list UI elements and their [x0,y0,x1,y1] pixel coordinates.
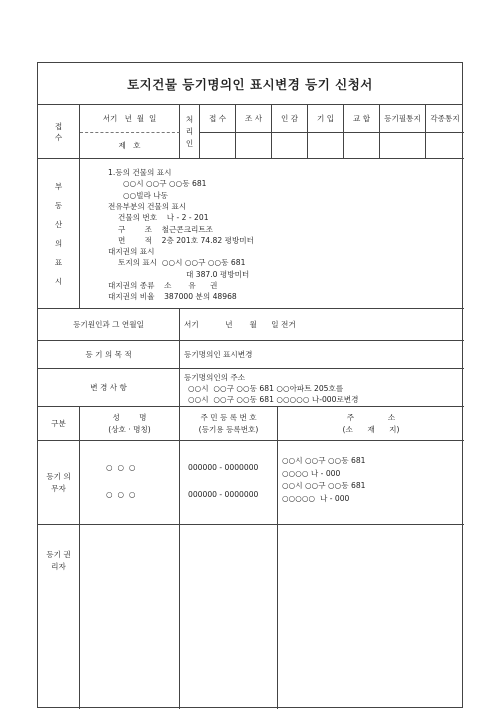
obligee-label-cell [38,525,80,709]
reception-column-header [380,105,426,133]
change-line: ○○시 ○○구 ○○동 681 ○○○○○ 나-000로변경 [188,395,359,404]
name-header-sub: (상호 · 명칭) [108,424,151,434]
reception-column-header [200,105,236,133]
property-line: 대 387.0 평방미터 [186,269,250,279]
change-line: ○○시 ○○구 ○○동 681 ○○아파트 205호를 [188,384,344,393]
obligor-address-line: ○○시 ○○구 ○○동 681 [282,456,366,465]
obligor-label: 등기 의무자 [46,471,71,493]
id-header-sub: (등기용 등록번호) [198,424,259,434]
purpose-label: 등 기 의 목 적 [85,350,132,359]
reception-column-body [344,133,380,159]
property-line: 건물의 번호 나 - 2 - 201 [118,213,209,223]
reception-column-label: 교 합 [352,114,371,123]
property-line: 면 적 2층 201호 74.82 평방미터 [118,235,254,245]
reception-column-header [272,105,308,133]
obligor-id: 000000 - 0000000 [188,490,259,499]
property-line: 대지권의 비율 387000 분의 48968 [108,292,237,302]
reception-label: 접 수 [54,121,63,142]
addr-header-cell [278,407,464,441]
cause-label-cell [38,309,180,341]
property-line: 대지권의 종류 소 유 권 [108,281,218,290]
reception-column-label: 접 수 [208,114,227,123]
obligee-name-cell [80,525,180,709]
obligor-id: 000000 - 0000000 [188,463,259,472]
id-header: 주 민 등 록 번 호 [200,412,257,422]
reception-column-header [344,105,380,133]
property-label: 부 동 산 의 표 시 [54,181,63,286]
reception-column-body [308,133,344,159]
obligor-name: ○ ○ ○ [106,463,136,472]
purpose-value: 등기명의인 표시변경 [184,350,253,359]
cause-label: 등기원인과 그 연월일 [73,320,144,329]
addr-header: 주 소 [346,412,396,422]
purpose-value-cell [180,341,464,369]
kind-header-cell [38,407,80,441]
change-line: 등기명의인의 주소 [184,373,246,382]
property-line: 구 조 철근콘크리트조 [118,224,213,234]
obligor-address-line: ○○○○○ 나 - 000 [282,493,350,503]
reception-column-label: 각종통지 [430,114,460,123]
reception-column-label: 등기필통지 [384,114,421,123]
form-title: 토지건물 등기명의인 표시변경 등기 신청서 [38,63,462,105]
property-line: 토지의 표시 ○○시 ○○구 ○○동 681 [118,258,246,268]
property-line: ○○빌라 나동 [123,190,169,200]
name-header: 성 명 [112,412,147,422]
reception-number-cell [80,133,180,159]
reception-column-label: 기 입 [316,114,335,123]
reception-column-label: 조 사 [244,114,263,123]
property-line: 전유부분의 건물의 표시 [108,201,187,211]
process-label: 처 리 인 [185,114,194,148]
process-label-cell [180,105,200,159]
name-header-cell [80,407,180,441]
cause-value: 서기 년 월 일 전거 [184,320,296,329]
obligee-addr-cell [278,525,464,709]
reception-column-header [308,105,344,133]
application-form [37,62,463,708]
change-label: 변 경 사 항 [90,383,127,392]
obligor-label-cell [38,441,80,525]
obligor-name: ○ ○ ○ [106,490,136,499]
property-line: ○○시 ○○구 ○○동 681 [123,179,207,189]
reception-column-body [380,133,426,159]
reception-column-body [272,133,308,159]
reception-column-header [236,105,272,133]
reception-column-body [426,133,464,159]
id-header-cell [180,407,278,441]
property-label-cell [38,159,80,309]
obligor-name-cell [80,441,180,525]
reception-date: 서기 년 월 일 [102,114,157,123]
property-line: 대지권의 표시 [108,247,155,257]
obligor-address-line: ○○시 ○○구 ○○동 681 [282,481,366,490]
kind-header: 구분 [51,419,66,428]
reception-label-cell [38,105,80,159]
obligee-label: 등기 권리자 [46,550,71,571]
reception-column-header [426,105,464,133]
property-line: 1.등의 건물의 표시 [108,168,172,177]
cause-value-cell [180,309,464,341]
obligor-address-line: ○○○○ 나 - 000 [282,468,341,478]
reception-column-label: 인 감 [280,114,299,123]
obligee-id-cell [180,525,278,709]
obligor-id-cell [180,441,278,525]
reception-date-cell [80,105,180,133]
purpose-label-cell [38,341,180,369]
reception-column-body [236,133,272,159]
change-label-cell [38,369,180,407]
addr-header-sub: (소 재 지) [342,424,400,434]
reception-number: 제 호 [118,141,141,150]
reception-column-body [200,133,236,159]
